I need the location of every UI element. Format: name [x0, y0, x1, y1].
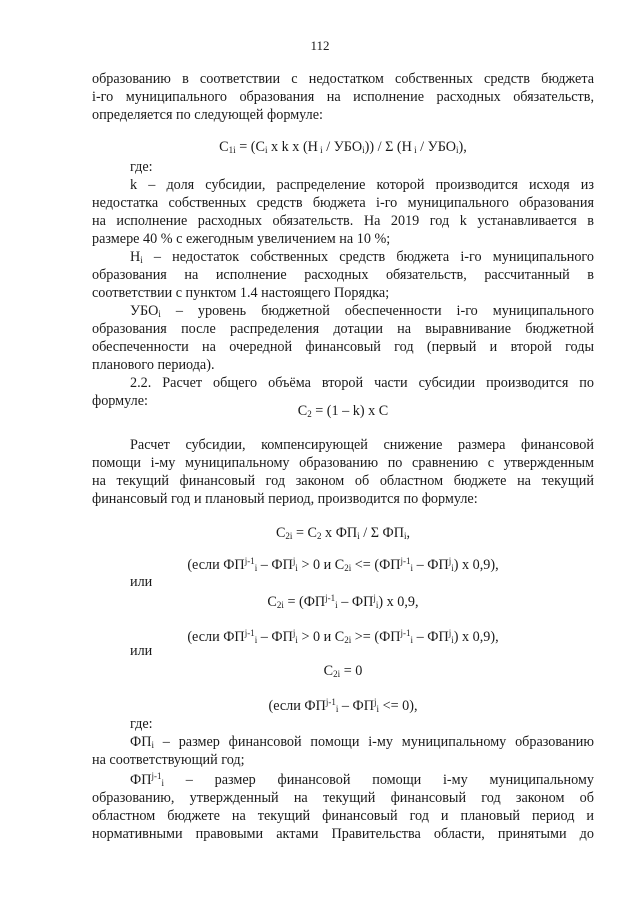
text-line: нормативными правовыми актами Правительства области, принятыми до	[92, 826, 594, 842]
text-line: образованию в соответствии с недостатком собственных средств бюджета	[92, 71, 594, 87]
text-line: $ФП^{j-1}_i$ – размер финансовой помощи i-му муниципальному	[130, 771, 594, 788]
text-line: на исполнение расходных обязательств. На 2019 год k устанавливается в	[92, 213, 594, 229]
formula-line: (если $ФП^{j-1}_i - ФП^j_i > 0$ и $C_{2i} >= (ФП^{j-1}_i - ФП^j_i)$ x 0,9),	[187, 628, 499, 645]
text-line: где:	[130, 159, 153, 175]
formula-line: (если $ФП^{j-1}_i - ФП^j_i > 0$ и $C_{2i} <= (ФП^{j-1}_i - ФП^j_i)$ x 0,9),	[187, 556, 499, 573]
text-line: $H_i$ – недостаток собственных средств бюджета i-го муниципального	[130, 249, 594, 265]
text-line: $ФП_i$ – размер финансовой помощи i-му муниципальному образованию	[130, 734, 594, 750]
text-line: где:	[130, 716, 153, 732]
text-line: образованию, утвержденный на текущий финансовый год законом об	[92, 790, 594, 806]
text-line: помощи i-му муниципальному образованию по сравнению с утвержденным	[92, 455, 594, 471]
text-line: соответствии с пунктом 1.4 настоящего Порядка;	[92, 285, 390, 301]
text-line: планового периода).	[92, 357, 215, 373]
text-line: областном бюджете на текущий финансовый год и плановый период и	[92, 808, 594, 824]
text-line: i-го муниципального образования на исполнение расходных обязательств,	[92, 89, 594, 105]
text-line: обеспеченности на очередной финансовый год (первый и второй годы	[92, 339, 594, 355]
formula-line: $C_{2i} = 0$	[323, 663, 363, 679]
text-line: финансовый год и плановый период, производится по формуле:	[92, 491, 478, 507]
text-line: формуле:	[92, 393, 148, 409]
text-line: недостатка собственных средств бюджета i-го муниципального образования	[92, 195, 594, 211]
text-line: на текущий финансовый год законом об областном бюджете на текущий	[92, 473, 594, 489]
text-line: на соответствующий год;	[92, 752, 245, 768]
text-line: образования на исполнение расходных обязательств, рассчитанный в	[92, 267, 594, 283]
text-line: определяется по следующей формуле:	[92, 107, 323, 123]
text-line: Расчет субсидии, компенсирующей снижение размера финансовой	[130, 437, 594, 453]
text-line: или	[130, 574, 153, 590]
text-line: размере 40 % с ежегодным увеличением на 10 %;	[92, 231, 391, 247]
text-line: 2.2. Расчет общего объёма второй части субсидии производится по	[130, 375, 594, 391]
formula-line: (если $ФП^{j-1}_i - ФП^j_i <= 0$),	[268, 697, 418, 714]
text-line: k – доля субсидии, распределение которой производится исходя из	[130, 177, 594, 193]
formula-line: $C_{2i} = C_2$ x $ФП_i$ / Σ $ФП_i$,	[275, 525, 411, 541]
page-number: 112	[310, 38, 330, 53]
text-line: или	[130, 643, 153, 659]
formula-line: $C_{1i} = (C_i$ x k x (H $_i / УБО_i$)) / Σ (H $_i / УБО_i$),	[219, 139, 467, 155]
text-line: образования после распределения дотации на выравнивание бюджетной	[92, 321, 594, 337]
formula-line: $C_{2i} = (ФП^{j-1}_i - ФП^j_i)$ x 0,9,	[267, 593, 419, 610]
text-line: $УБО_i$ – уровень бюджетной обеспеченности i-го муниципального	[130, 303, 594, 319]
formula-line: $C_2 = (1 - k)$ x C	[297, 403, 389, 419]
